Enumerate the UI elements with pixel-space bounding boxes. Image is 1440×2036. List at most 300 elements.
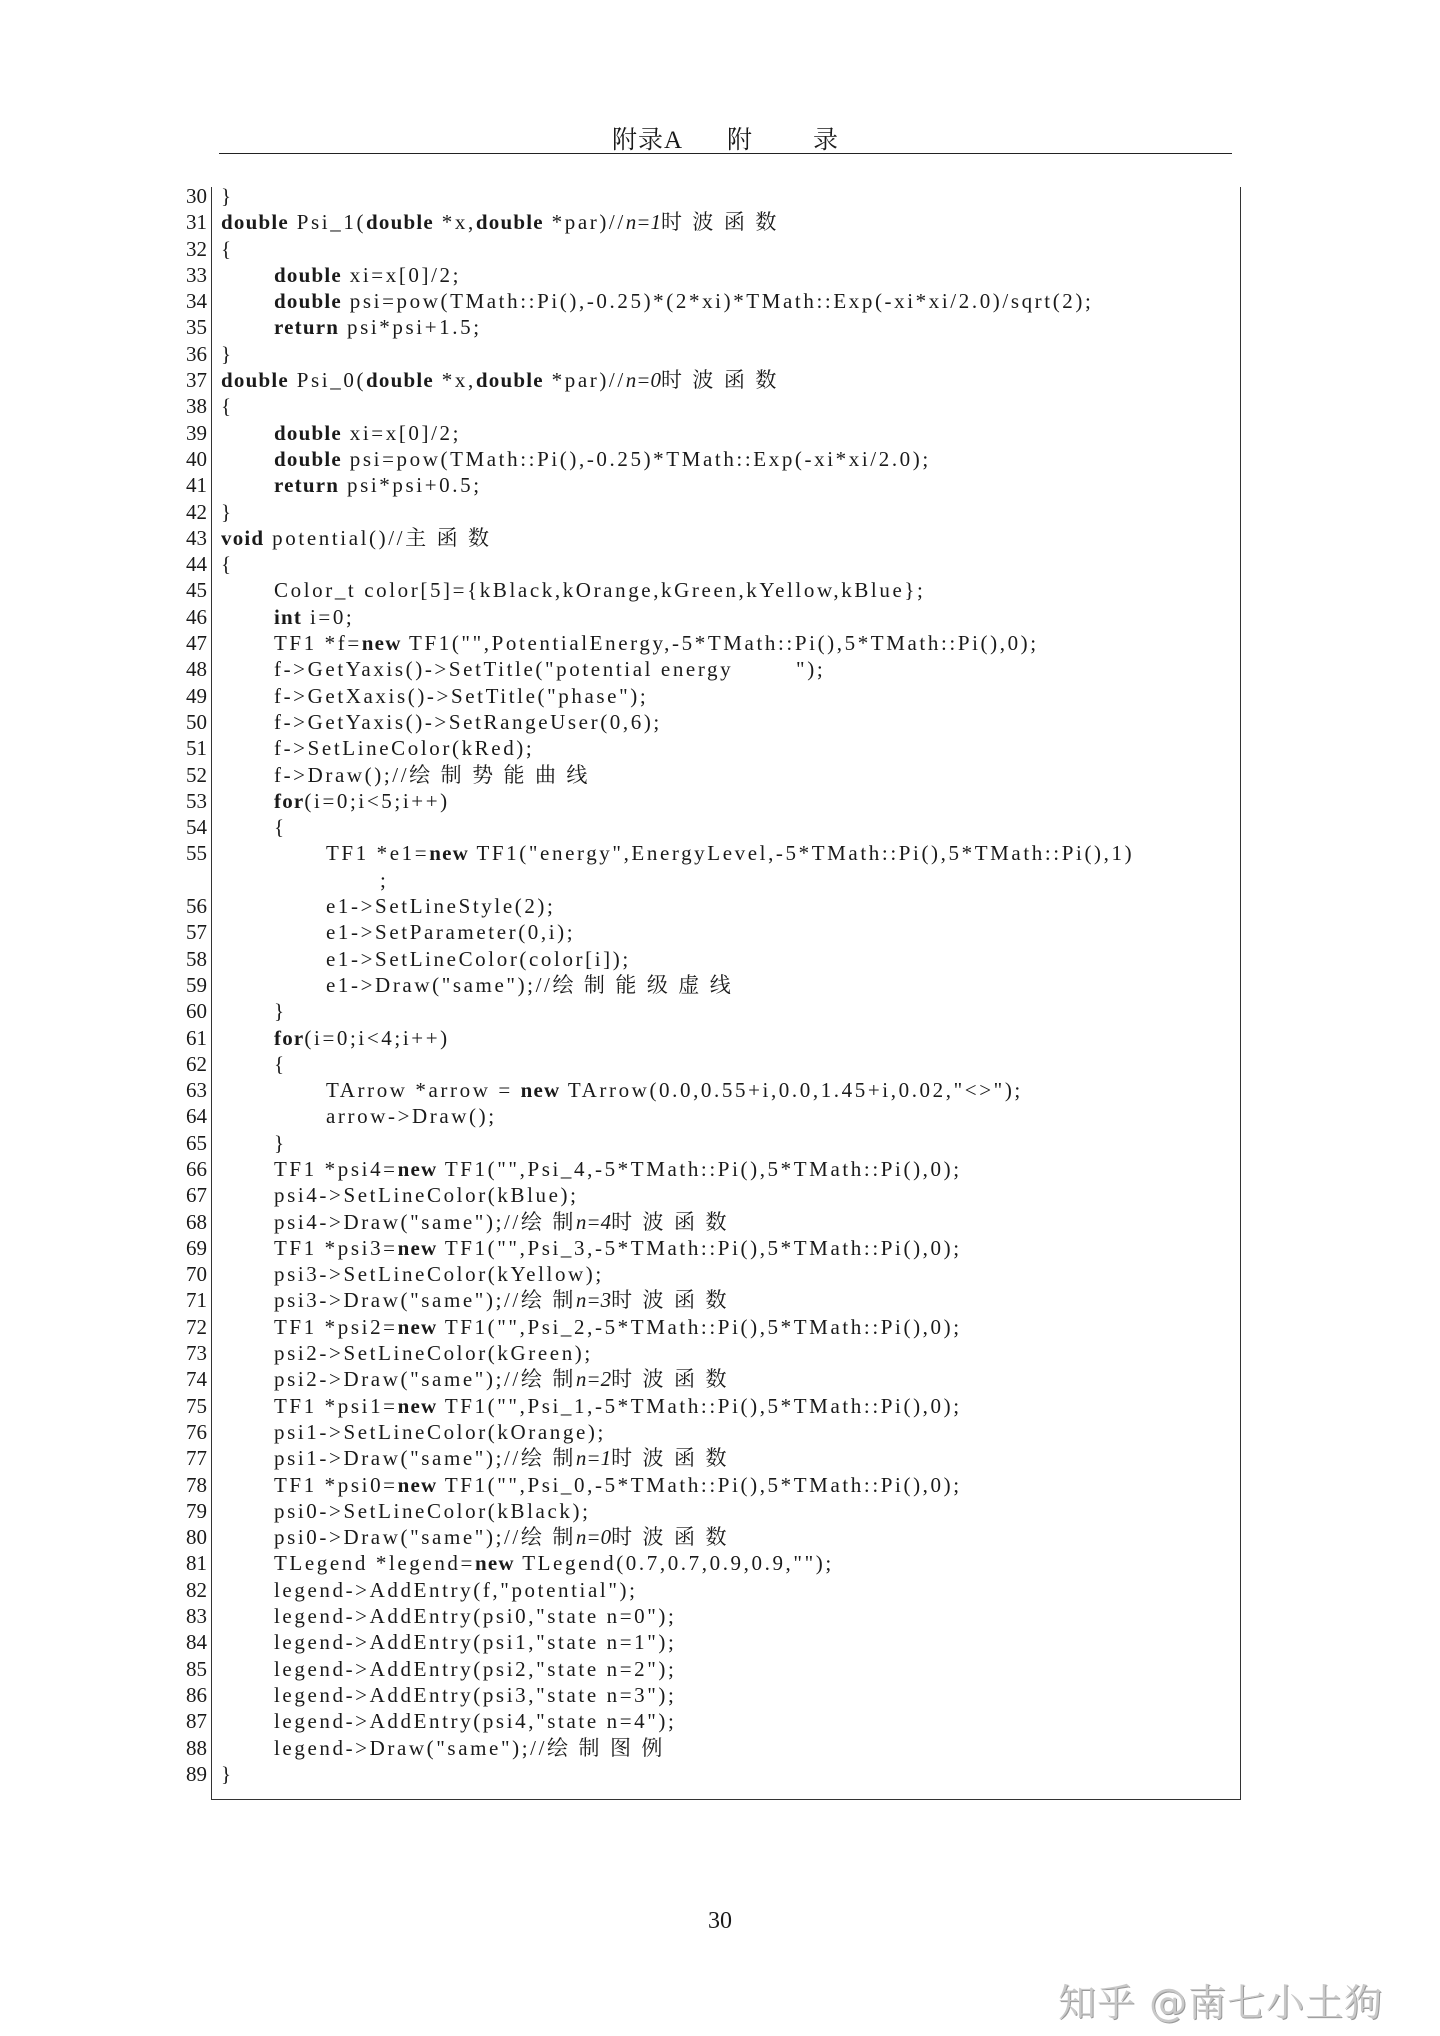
code-keyword: return <box>274 315 340 340</box>
code-text <box>274 1603 676 1629</box>
code-line <box>150 1445 1250 1471</box>
code-text <box>274 656 825 682</box>
line-number: 78 <box>186 1472 207 1497</box>
code-text <box>274 1314 962 1340</box>
line-number: 46 <box>186 604 207 629</box>
code-token: Psi_1( <box>288 210 367 235</box>
code-token: TF1("energy",EnergyLevel,-5*TMath::Pi(),5*TMath::Pi(),1) <box>469 841 1135 866</box>
code-line <box>150 314 1250 340</box>
code-token: 时 波 函 数 <box>611 1209 730 1234</box>
code-text <box>274 709 662 735</box>
code-token: psi1->SetLineColor(kOrange); <box>274 1419 606 1444</box>
code-text <box>274 1025 450 1051</box>
code-line <box>150 814 1250 840</box>
code-text <box>274 683 648 709</box>
line-number: 77 <box>186 1446 207 1471</box>
code-text <box>274 1419 606 1445</box>
line-number: 33 <box>186 262 207 287</box>
code-line <box>150 656 1250 682</box>
code-token: { <box>221 236 234 261</box>
code-token: 时 波 函 数 <box>660 368 779 393</box>
code-line <box>150 1130 1250 1156</box>
code-line <box>150 288 1250 314</box>
code-token: 时 波 函 数 <box>611 1288 730 1313</box>
code-line <box>150 420 1250 446</box>
line-number: 84 <box>186 1630 207 1655</box>
code-token: f->Draw();//绘 制 势 能 曲 线 <box>274 762 591 787</box>
code-text <box>274 998 287 1024</box>
code-text <box>274 1366 729 1392</box>
code-text <box>274 577 926 603</box>
line-number: 57 <box>186 920 207 945</box>
code-text <box>326 840 1134 866</box>
code-token: (i=0;i<4;i++) <box>304 1025 450 1050</box>
code-keyword: for <box>274 788 305 813</box>
code-line <box>150 1761 1250 1787</box>
code-token: *par)// <box>543 368 626 393</box>
code-token: psi=pow(TMath::Pi(),-0.25)*TMath::Exp(-xi*xi/2.0); <box>341 446 931 471</box>
line-number: 68 <box>186 1209 207 1234</box>
code-token: TF1 *psi1= <box>274 1393 398 1418</box>
code-text <box>274 1708 676 1734</box>
code-text <box>274 314 482 340</box>
code-token: psi3->SetLineColor(kYellow); <box>274 1262 604 1287</box>
code-text <box>274 630 1039 656</box>
code-token: f->SetLineColor(kRed); <box>274 736 535 761</box>
code-line <box>150 709 1250 735</box>
code-line <box>150 1577 1250 1603</box>
code-token: 时 波 函 数 <box>611 1446 730 1471</box>
code-keyword: return <box>274 473 340 498</box>
code-token: TF1("",Psi_0,-5*TMath::Pi(),5*TMath::Pi(),0); <box>437 1472 962 1497</box>
code-line <box>150 1340 1250 1366</box>
code-token: xi=x[0]/2; <box>341 420 462 445</box>
code-keyword: double <box>274 289 342 314</box>
line-number: 76 <box>186 1419 207 1444</box>
code-token: TF1 *psi3= <box>274 1235 398 1260</box>
code-token: TF1("",Psi_4,-5*TMath::Pi(),5*TMath::Pi(),0); <box>437 1156 962 1181</box>
code-text <box>274 1130 287 1156</box>
code-line <box>150 183 1250 209</box>
code-line <box>150 788 1250 814</box>
code-text <box>274 1051 287 1077</box>
code-keyword: double <box>475 368 544 393</box>
code-line <box>150 472 1250 498</box>
code-token: 时 波 函 数 <box>660 210 779 235</box>
code-line <box>150 1077 1250 1103</box>
line-number: 49 <box>186 683 207 708</box>
line-number: 55 <box>186 841 207 866</box>
code-line <box>150 735 1250 761</box>
line-number: 85 <box>186 1656 207 1681</box>
code-text <box>274 420 461 446</box>
line-number: 89 <box>186 1761 207 1786</box>
line-number: 40 <box>186 446 207 471</box>
code-keyword: double <box>274 420 342 445</box>
code-text <box>326 919 575 945</box>
code-text <box>326 893 555 919</box>
code-token: legend->AddEntry(psi0,"state n=0"); <box>274 1604 677 1629</box>
code-token: TF1 *e1= <box>326 841 430 866</box>
line-number: 36 <box>186 341 207 366</box>
line-number: 43 <box>186 525 207 550</box>
code-text <box>274 1577 638 1603</box>
line-number: 70 <box>186 1262 207 1287</box>
line-number: 52 <box>186 762 207 787</box>
code-keyword: void <box>221 525 265 550</box>
code-token: f->GetYaxis()->SetRangeUser(0,6); <box>274 709 662 734</box>
line-number: 66 <box>186 1156 207 1181</box>
code-token: legend->AddEntry(f,"potential"); <box>274 1577 638 1602</box>
code-keyword: double <box>274 446 342 471</box>
code-text <box>221 499 234 525</box>
code-line <box>150 683 1250 709</box>
code-token: *par)// <box>543 210 626 235</box>
code-token: e1->SetLineStyle(2); <box>326 894 556 919</box>
code-line <box>150 1524 1250 1550</box>
code-text <box>274 1498 591 1524</box>
line-number: 51 <box>186 736 207 761</box>
code-text <box>380 867 388 893</box>
code-token: potential()//主 函 数 <box>264 525 492 550</box>
code-line <box>150 893 1250 919</box>
code-token: psi2->SetLineColor(kGreen); <box>274 1341 593 1366</box>
code-token: { <box>221 552 234 577</box>
code-text <box>274 788 450 814</box>
code-token: TF1 *psi0= <box>274 1472 398 1497</box>
code-line <box>150 367 1250 393</box>
line-number: 37 <box>186 368 207 393</box>
code-token: { <box>274 815 287 840</box>
code-token: legend->AddEntry(psi2,"state n=2"); <box>274 1656 677 1681</box>
code-text <box>221 551 234 577</box>
code-keyword: new <box>429 841 469 866</box>
code-math: n=1 <box>575 1446 612 1471</box>
code-token: } <box>221 184 234 208</box>
code-token: TF1 *psi2= <box>274 1314 398 1339</box>
code-text <box>274 1287 729 1313</box>
code-line <box>150 1629 1250 1655</box>
code-line <box>150 1051 1250 1077</box>
code-token: { <box>221 394 234 419</box>
code-keyword: double <box>366 368 434 393</box>
code-token: TF1("",Psi_2,-5*TMath::Pi(),5*TMath::Pi(),0); <box>437 1314 962 1339</box>
code-keyword: double <box>221 210 289 235</box>
line-number: 48 <box>186 657 207 682</box>
code-text <box>274 762 590 788</box>
code-token: e1->Draw("same");//绘 制 能 级 虚 线 <box>326 972 734 997</box>
code-line <box>150 1366 1250 1392</box>
code-text <box>221 209 779 235</box>
code-token: psi1->Draw("same");//绘 制 <box>274 1446 576 1471</box>
code-text <box>274 1393 962 1419</box>
line-number: 81 <box>186 1551 207 1576</box>
code-line <box>150 1419 1250 1445</box>
line-number: 64 <box>186 1104 207 1129</box>
code-text <box>221 341 234 367</box>
code-keyword: int <box>274 604 303 629</box>
code-line <box>150 840 1250 866</box>
code-token: psi0->Draw("same");//绘 制 <box>274 1525 576 1550</box>
code-text <box>274 1656 676 1682</box>
line-number: 86 <box>186 1682 207 1707</box>
line-number: 83 <box>186 1604 207 1629</box>
code-line <box>150 1656 1250 1682</box>
code-token: } <box>274 999 287 1024</box>
line-number: 82 <box>186 1577 207 1602</box>
code-token: *x, <box>433 210 476 235</box>
code-text <box>221 393 234 419</box>
line-number: 60 <box>186 999 207 1024</box>
code-line <box>150 1261 1250 1287</box>
code-line <box>150 998 1250 1024</box>
code-line <box>150 577 1250 603</box>
code-math: n=0 <box>625 368 661 393</box>
code-line <box>150 1103 1250 1129</box>
line-number: 45 <box>186 578 207 603</box>
line-number: 54 <box>186 815 207 840</box>
line-number: 62 <box>186 1051 207 1076</box>
code-keyword: new <box>397 1393 438 1418</box>
code-token: psi4->SetLineColor(kBlue); <box>274 1183 579 1208</box>
code-token: TLegend *legend= <box>274 1551 475 1576</box>
code-text <box>326 946 631 972</box>
code-token: psi0->SetLineColor(kBlack); <box>274 1498 591 1523</box>
line-number: 39 <box>186 420 207 445</box>
code-text <box>274 1209 729 1235</box>
code-line <box>150 946 1250 972</box>
code-token: f->GetXaxis()->SetTitle("phase"); <box>274 683 649 708</box>
code-token: 时 波 函 数 <box>611 1525 730 1550</box>
line-number: 34 <box>186 289 207 314</box>
line-number: 58 <box>186 946 207 971</box>
code-token: TF1("",Psi_3,-5*TMath::Pi(),5*TMath::Pi(),0); <box>437 1235 962 1260</box>
code-line <box>150 262 1250 288</box>
code-text <box>326 1103 497 1129</box>
code-math: n=1 <box>625 210 661 235</box>
code-text <box>274 604 354 630</box>
code-line <box>150 630 1250 656</box>
code-line <box>150 446 1250 472</box>
line-number: 73 <box>186 1341 207 1366</box>
code-token: psi=pow(TMath::Pi(),-0.25)*(2*xi)*TMath::Exp(-xi*xi/2.0)/sqrt(2); <box>341 289 1094 314</box>
line-number: 53 <box>186 788 207 813</box>
code-line <box>150 341 1250 367</box>
code-text <box>221 525 492 551</box>
code-text <box>221 236 234 262</box>
code-listing <box>150 183 1250 1787</box>
code-line <box>150 1025 1250 1051</box>
code-token: i=0; <box>302 604 355 629</box>
line-number: 38 <box>186 394 207 419</box>
page-number: 30 <box>708 1908 732 1934</box>
code-text <box>274 1445 729 1471</box>
code-line <box>150 1235 1250 1261</box>
code-token: legend->Draw("same");//绘 制 图 例 <box>274 1735 665 1760</box>
code-line <box>150 1182 1250 1208</box>
code-keyword: double <box>274 262 342 287</box>
line-number: 32 <box>186 236 207 261</box>
line-number: 41 <box>186 473 207 498</box>
code-token: Color_t color[5]={kBlack,kOrange,kGreen,kYellow,kBlue}; <box>274 578 926 603</box>
code-text <box>326 1077 1023 1103</box>
code-text <box>274 1261 604 1287</box>
header-rule <box>219 153 1232 154</box>
code-math: n=0 <box>575 1525 612 1550</box>
line-number: 69 <box>186 1235 207 1260</box>
line-number: 30 <box>186 184 207 208</box>
code-token: 时 波 函 数 <box>611 1367 730 1392</box>
code-token: f->GetYaxis()->SetTitle("potential energy "); <box>274 657 826 682</box>
code-text <box>221 1761 234 1787</box>
code-token: *x, <box>433 368 476 393</box>
code-token: TArrow *arrow = <box>326 1078 521 1103</box>
code-line <box>150 1498 1250 1524</box>
line-number: 74 <box>186 1367 207 1392</box>
code-token: Psi_0( <box>288 368 367 393</box>
code-keyword: new <box>397 1472 438 1497</box>
code-text <box>326 972 733 998</box>
code-text <box>274 472 482 498</box>
code-token: psi*psi+1.5; <box>339 315 482 340</box>
code-text <box>274 446 931 472</box>
code-token: } <box>221 341 234 366</box>
code-keyword: for <box>274 1025 305 1050</box>
code-token: TF1("",PotentialEnergy,-5*TMath::Pi(),5*TMath::Pi(),0); <box>401 631 1039 656</box>
code-token: } <box>221 499 234 524</box>
code-text <box>274 288 1093 314</box>
code-keyword: new <box>397 1314 438 1339</box>
code-text <box>274 1340 593 1366</box>
code-keyword: new <box>397 1235 438 1260</box>
code-line <box>150 1209 1250 1235</box>
line-number: 56 <box>186 894 207 919</box>
line-number: 79 <box>186 1498 207 1523</box>
code-line <box>150 1603 1250 1629</box>
code-token: (i=0;i<5;i++) <box>304 788 450 813</box>
code-token: } <box>274 1130 287 1155</box>
line-number: 42 <box>186 499 207 524</box>
code-token: psi*psi+0.5; <box>339 473 482 498</box>
code-line <box>150 551 1250 577</box>
code-text <box>221 367 779 393</box>
header-title-2: 录 <box>813 127 840 154</box>
code-token: ; <box>380 867 389 892</box>
code-token: psi2->Draw("same");//绘 制 <box>274 1367 576 1392</box>
code-token: arrow->Draw(); <box>326 1104 497 1129</box>
code-token: TF1 *psi4= <box>274 1156 398 1181</box>
line-number: 31 <box>186 210 207 235</box>
code-line <box>150 1314 1250 1340</box>
code-line <box>150 1393 1250 1419</box>
line-number: 35 <box>186 315 207 340</box>
code-line <box>150 762 1250 788</box>
line-number: 87 <box>186 1709 207 1734</box>
code-token: TF1("",Psi_1,-5*TMath::Pi(),5*TMath::Pi(),0); <box>437 1393 962 1418</box>
code-keyword: new <box>361 631 402 656</box>
code-keyword: double <box>475 210 544 235</box>
code-token: legend->AddEntry(psi3,"state n=3"); <box>274 1682 677 1707</box>
running-header <box>219 120 1232 156</box>
code-token: TArrow(0.0,0.55+i,0.0,1.45+i,0.02,"<>"); <box>560 1078 1023 1103</box>
code-token: TLegend(0.7,0.7,0.9,0.9,""); <box>514 1551 834 1576</box>
code-text <box>274 1182 579 1208</box>
line-number: 47 <box>186 631 207 656</box>
code-token: { <box>274 1051 287 1076</box>
watermark: 知乎 @南七小土狗 <box>1058 1981 1384 2025</box>
code-line <box>150 393 1250 419</box>
code-token: TF1 *f= <box>274 631 362 656</box>
code-text <box>274 1629 676 1655</box>
line-number: 67 <box>186 1183 207 1208</box>
code-text <box>274 1524 729 1550</box>
code-token: legend->AddEntry(psi4,"state n=4"); <box>274 1709 677 1734</box>
code-line <box>150 236 1250 262</box>
code-token: xi=x[0]/2; <box>341 262 462 287</box>
line-number: 71 <box>186 1288 207 1313</box>
code-line <box>150 867 1250 893</box>
code-math: n=3 <box>575 1288 612 1313</box>
code-line <box>150 1287 1250 1313</box>
code-token: e1->SetParameter(0,i); <box>326 920 576 945</box>
code-line <box>150 1682 1250 1708</box>
code-line <box>150 972 1250 998</box>
line-number: 44 <box>186 552 207 577</box>
line-number: 61 <box>186 1025 207 1050</box>
code-token: psi4->Draw("same");//绘 制 <box>274 1209 576 1234</box>
code-math: n=4 <box>575 1209 612 1234</box>
code-keyword: new <box>474 1551 515 1576</box>
code-line <box>150 209 1250 235</box>
code-text <box>274 1550 834 1576</box>
line-number: 65 <box>186 1130 207 1155</box>
line-number: 72 <box>186 1314 207 1339</box>
code-token: psi3->Draw("same");//绘 制 <box>274 1288 576 1313</box>
line-number: 59 <box>186 972 207 997</box>
code-token: e1->SetLineColor(color[i]); <box>326 946 631 971</box>
code-line <box>150 919 1250 945</box>
code-text <box>274 262 461 288</box>
code-token: } <box>221 1761 234 1786</box>
code-line <box>150 525 1250 551</box>
line-number: 80 <box>186 1525 207 1550</box>
code-line <box>150 1156 1250 1182</box>
code-text <box>274 1735 665 1761</box>
line-number: 88 <box>186 1735 207 1760</box>
code-line <box>150 499 1250 525</box>
code-line <box>150 1708 1250 1734</box>
code-keyword: double <box>366 210 434 235</box>
code-text <box>274 1235 962 1261</box>
code-line <box>150 604 1250 630</box>
code-text <box>221 183 234 209</box>
header-title-1: 附 <box>727 127 754 154</box>
code-line <box>150 1472 1250 1498</box>
code-text <box>274 1472 962 1498</box>
code-token: legend->AddEntry(psi1,"state n=1"); <box>274 1630 677 1655</box>
code-math: n=2 <box>575 1367 612 1392</box>
line-number: 75 <box>186 1393 207 1418</box>
code-text <box>274 1682 676 1708</box>
code-keyword: new <box>520 1078 561 1103</box>
code-line <box>150 1550 1250 1576</box>
code-line <box>150 1735 1250 1761</box>
line-number: 50 <box>186 709 207 734</box>
code-keyword: double <box>221 368 289 393</box>
code-text <box>274 735 534 761</box>
code-keyword: new <box>397 1156 438 1181</box>
code-text <box>274 814 287 840</box>
